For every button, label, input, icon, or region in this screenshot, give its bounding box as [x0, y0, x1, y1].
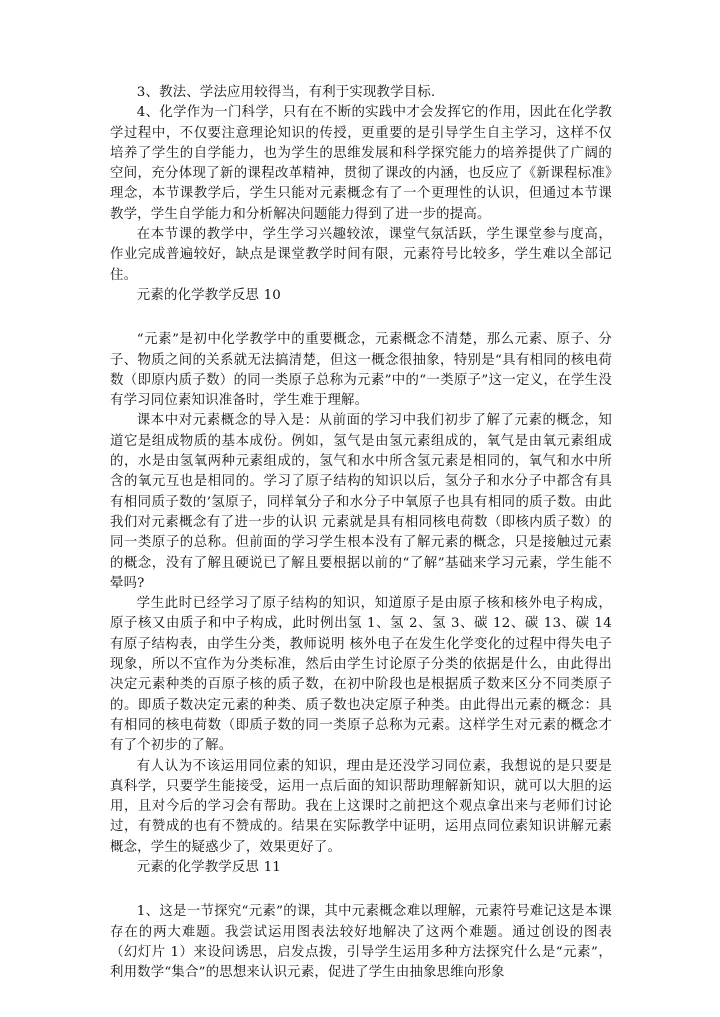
paragraph-element-concept: “元素”是初中化学教学中的重要概念，元素概念不清楚，那么元素、原子、分子、物质之间的关系就无法搞清楚，但这一概念很抽象，特别是“具有相同的核电荷数（即原内质子数）的同一类原子总称为元素”中的“一类原子”这一定义，在学生没有学习同位素知识准备时，学生难于理解。 [110, 332, 612, 409]
paragraph-isotope-discussion: 有人认为不该运用同位素的知识，理由是还没学习同位素，我想说的是只要是真科学，只要学生能接受，运用一点后面的知识帮助理解新知识，就可以大胆的运用，且对今后的学习会有帮助。我在上这课时之前把这个观点拿出来与老师们讨论过，有赞成的也有不赞成的。结果在实际教学中证明，运用点同位素知识讲解元素概念，学生的疑惑少了，效果更好了。 [110, 758, 612, 855]
paragraph-atomic-structure: 学生此时已经学习了原子结构的知识，知道原子是由原子核和核外电子构成，原子核又由质子和中子构成，此时例出氢 1、氢 2、氢 3、碳 12、碳 13、碳 14 有原子结构表，由学生分类，教师说明 核外电子在发生化学变化的过程中得失电子现象，所以不宜作为分类标准，然后由学生讨论原子分类的依据是什么，由此得出决定元素种类的百原子核的质子数，在初中阶段也是根据质子数来区分不同类原子的。即质子数决定元素的种类、质子数也决定原子种类。由此得出元素的概念：具有相同的核电荷数（即质子数的同一类原子总称为元素。这样学生对元素的概念才有了个初步的了解。 [110, 596, 612, 754]
section-gap [110, 878, 612, 902]
document-page [110, 83, 612, 983]
paragraph-4-chemistry-science: 4、化学作为一门科学，只有在不断的实践中才会发挥它的作用，因此在化学教学过程中，不仅要注意理论知识的传授，更重要的是引导学生自主学习，这样不仅培养了学生的自学能力，也为学生的思维发展和科学探究能力的培养提供了广阔的空间，充分体现了新的课程改革精神，贯彻了课改的内涵，也反应了《新课程标准》理念，本节课教学后，学生只能对元素概念有了一个更理性的认识，但通过本节课教学，学生自学能力和分析解决问题能力得到了进一步的提高。 [110, 105, 612, 222]
paragraph-inquiry-lesson: 1、这是一节探究“元素”的课，其中元素概念难以理解，元素符号难记这是本课存在的两大难题。我尝试运用图表法较好地解决了这两个难题。通过创设的图表（幻灯片 1）来设问诱思，启发点拨，引导学生运用多种方法探究什么是“元素”，利用数学“集合”的思想来认识元素，促进了学生由抽象思维向形象 [110, 904, 612, 981]
paragraph-textbook-introduction: 课本中对元素概念的导入是：从前面的学习中我们初步了解了元素的概念，知道它是组成物质的基本成份。例如，氢气是由氢元素组成的，氧气是由氧元素组成的，水是由氢氧两种元素组成的，氢气和水中所含氢元素是相同的，氧气和水中所含的氧元互也是相同的。学习了原子结构的知识以后，氢分子和水分子中都含有具有相同质子数的’氢原子，同样氧分子和水分子中氧原子也具有相同的质子数。由此我们对元素概念有了进一步的认识 元素就是具有相同核电荷数（即核内质子数）的同一类原子的总称。但前面的学习学生根本没有了解元素的概念，只是接触过元素的概念，没有了解且硬说已了解且要根据以前的“了解”基础来学习元素，学生能不晕吗? [110, 413, 612, 591]
paragraph-3-teaching-methods: 3、教法、学法应用较得当，有利于实现教学目标. [136, 85, 436, 100]
section-heading-reflection-11: 元素的化学教学反思 11 [136, 859, 282, 875]
section-gap [110, 306, 612, 330]
section-heading-reflection-10: 元素的化学教学反思 10 [136, 287, 282, 303]
paragraph-class-summary: 在本节课的教学中，学生学习兴趣较浓，课堂气氛活跃，学生课堂参与度高，作业完成普遍较好，缺点是课堂教学时间有限，元素符号比较多，学生难以全部记住。 [110, 227, 612, 283]
